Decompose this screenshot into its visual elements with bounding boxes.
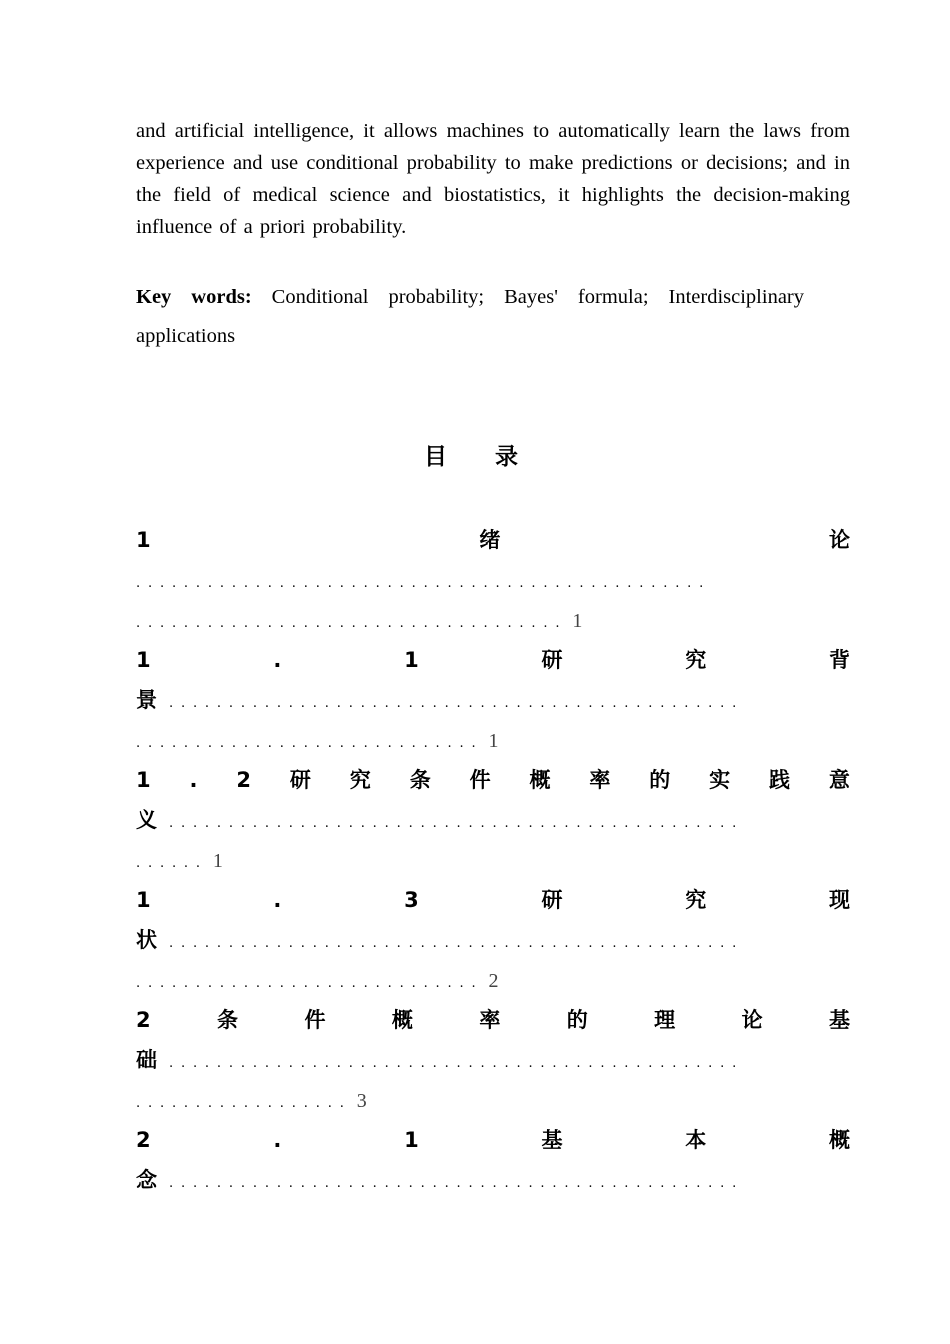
toc-entry[interactable] — [136, 640, 850, 760]
toc-heading-char: 概 — [391, 1008, 413, 1032]
toc-heading-char: 研 — [541, 648, 563, 672]
abstract-paragraph: and artificial intelligence, it allows machines to automatically learn the laws from experience and use conditional probability to make predictions or decisions; and in the field of medical science and biostatistics, it highlights the decision-making influence of a priori probability. — [136, 120, 850, 238]
toc-heading-char: 究 — [685, 888, 707, 912]
toc-heading-char: 1 — [404, 1128, 419, 1152]
toc-heading-char: 研 — [541, 888, 563, 912]
toc-heading-char: 研 — [289, 768, 311, 792]
toc-entry-heading — [136, 1000, 850, 1040]
toc-heading-char: 基 — [541, 1128, 563, 1152]
toc-page-number: 1 — [483, 730, 499, 752]
toc-entry[interactable] — [136, 1120, 850, 1200]
toc-heading-char: . — [273, 1128, 282, 1152]
toc-dot-leader: ............................. — [136, 736, 484, 751]
toc-heading-char: 条 — [217, 1008, 239, 1032]
toc-heading-char: 的 — [566, 1008, 588, 1032]
toc-heading-char: 条 — [409, 768, 431, 792]
toc-entry-heading — [136, 1120, 850, 1160]
toc-dot-leader: ................................................ — [136, 576, 712, 591]
toc-heading-char: 的 — [649, 768, 671, 792]
toc-heading-char: 2 — [136, 1008, 151, 1032]
toc-heading-tail: 础 — [136, 1048, 157, 1072]
toc-leader-line — [136, 680, 850, 720]
toc-heading-char: 1 — [136, 888, 151, 912]
toc-page-line — [136, 960, 850, 1000]
toc-leader-line — [136, 920, 850, 960]
toc-heading-char: 论 — [829, 528, 850, 552]
toc-heading-char: . — [189, 768, 198, 792]
toc-entry[interactable] — [136, 1000, 850, 1120]
toc-leader-line — [136, 560, 850, 600]
toc-page-line — [136, 720, 850, 760]
toc-heading-char: 究 — [349, 768, 371, 792]
toc-page-number: 2 — [483, 970, 499, 992]
toc-heading-char: 3 — [404, 888, 419, 912]
table-of-contents — [136, 520, 850, 1200]
toc-heading-char: 践 — [769, 768, 791, 792]
toc-heading-char: 基 — [829, 1008, 850, 1032]
toc-heading-char: 实 — [709, 768, 731, 792]
toc-heading-char: 件 — [469, 768, 491, 792]
toc-page-line — [136, 840, 850, 880]
toc-dot-leader: ............................. — [136, 976, 484, 991]
toc-page-line — [136, 600, 850, 640]
toc-heading-tail: 状 — [136, 928, 157, 952]
toc-dot-leader: ................................................ — [157, 816, 745, 831]
toc-entry-heading — [136, 520, 850, 560]
toc-entry[interactable] — [136, 760, 850, 880]
toc-page-line — [136, 1080, 850, 1120]
toc-heading-char: 件 — [304, 1008, 326, 1032]
toc-heading-char: 概 — [828, 1128, 850, 1152]
toc-leader-line — [136, 800, 850, 840]
toc-leader-line — [136, 1040, 850, 1080]
keywords-line — [136, 278, 804, 356]
toc-dot-leader: ................................................ — [157, 1176, 745, 1191]
toc-entry-heading — [136, 760, 850, 800]
toc-heading-tail: 义 — [136, 808, 157, 832]
toc-page-number: 1 — [207, 850, 223, 872]
toc-heading-char: 现 — [828, 888, 850, 912]
toc-page-number: 3 — [351, 1090, 367, 1112]
toc-entry-heading — [136, 640, 850, 680]
toc-heading-char: 1 — [136, 648, 151, 672]
toc-entry[interactable] — [136, 880, 850, 1000]
toc-dot-leader: ................................................ — [157, 936, 745, 951]
toc-entry-heading — [136, 880, 850, 920]
toc-title: 目录 — [424, 444, 566, 470]
toc-heading-char: 背 — [828, 648, 850, 672]
toc-dot-leader: ................................................ — [157, 1056, 745, 1071]
toc-dot-leader: ................................................ — [157, 696, 745, 711]
toc-heading-char: 2 — [236, 768, 252, 792]
toc-heading-char: 1 — [136, 528, 151, 552]
toc-heading-char: 率 — [589, 768, 611, 792]
toc-heading-char: . — [273, 648, 282, 672]
toc-heading-char: 概 — [529, 768, 551, 792]
toc-heading-char: 论 — [741, 1008, 763, 1032]
toc-dot-leader: ...... — [136, 856, 208, 871]
toc-heading-char: 1 — [404, 648, 419, 672]
toc-heading-char: 本 — [685, 1128, 707, 1152]
toc-heading-char: 率 — [479, 1008, 501, 1032]
toc-page-number: 1 — [567, 610, 583, 632]
toc-heading-char: 究 — [685, 648, 707, 672]
toc-heading-char: 意 — [828, 768, 850, 792]
keywords-text: Conditional probability; Bayes' formula; Interdisciplinary applications — [136, 286, 805, 347]
keywords-label: Key words: — [136, 286, 252, 308]
toc-leader-line — [136, 1160, 850, 1200]
toc-heading-char: 绪 — [479, 528, 501, 552]
toc-heading-char: 2 — [136, 1128, 151, 1152]
toc-dot-leader: .................................... — [136, 616, 568, 631]
toc-heading-char: 1 — [136, 768, 151, 792]
toc-heading-tail: 景 — [136, 688, 157, 712]
toc-dot-leader: .................. — [136, 1096, 352, 1111]
toc-heading-tail: 念 — [136, 1168, 157, 1192]
toc-heading-char: 理 — [654, 1008, 676, 1032]
toc-heading-char: . — [273, 888, 282, 912]
toc-entry[interactable] — [136, 520, 850, 640]
